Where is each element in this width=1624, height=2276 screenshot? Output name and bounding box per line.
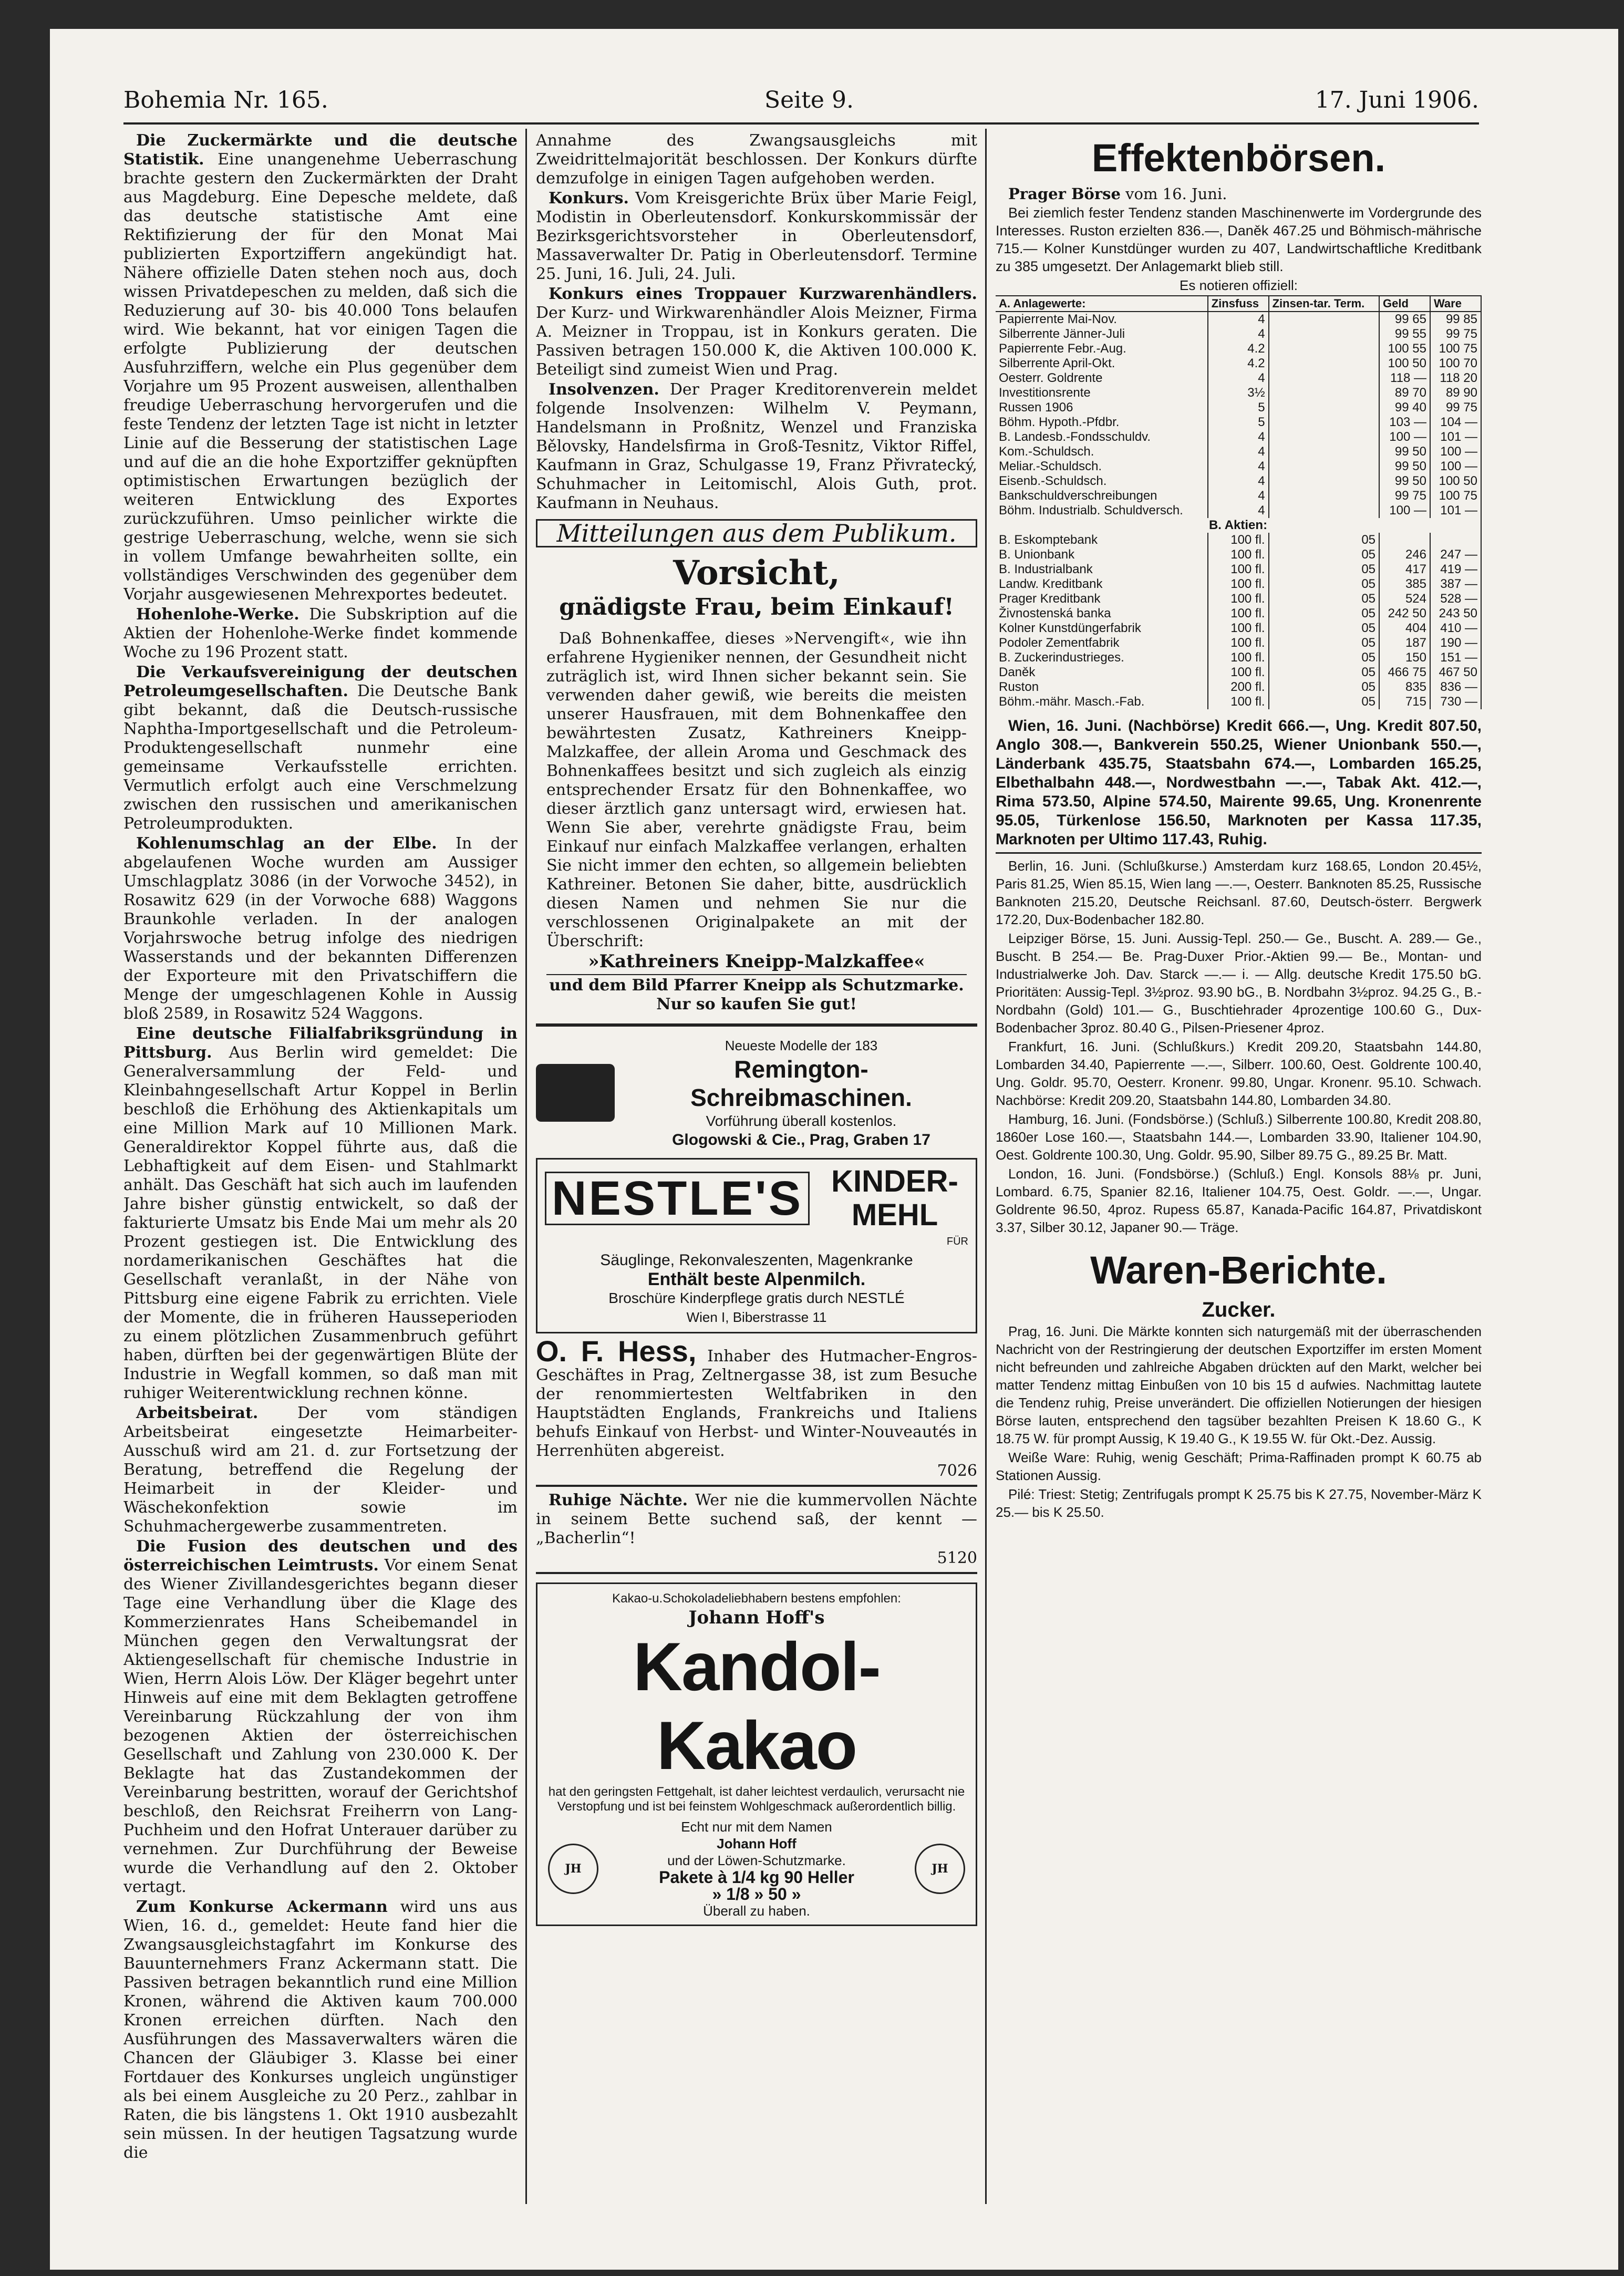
article-heading: Hohenlohe-Werke. xyxy=(136,605,299,624)
table-cell xyxy=(1269,444,1379,459)
kandol-l2: Johann Hoff xyxy=(717,1836,797,1851)
table-cell: 100 50 xyxy=(1430,474,1481,489)
table-cell: 467 50 xyxy=(1430,665,1481,680)
page-number: Seite 9. xyxy=(764,87,854,113)
article-text: In der abgelaufenen Woche wurden am Aussiger Umschlagplatz 3086 (in der Vorwoche 3452), in Rosawitz 629 (in der Vorwoche 688) Waggons Braunkohle verladen. In der analogen Vorjahrswoche betrug infolge des niedrigen Wasserstands und der bekannten Differenzen der Exporteure mit den Privatschiffern die Menge der umgeschlagenen Kohle in Aussig bloß 2589, in Rosawitz 524 Waggons. xyxy=(123,834,518,1023)
remington-line1: Neueste Modelle der 183 xyxy=(725,1038,878,1053)
table-cell: 3½ xyxy=(1208,386,1269,400)
table-cell xyxy=(1269,386,1379,400)
table-header: Zinsen-tar. Term. xyxy=(1269,296,1379,312)
bacherlin-number: 5120 xyxy=(937,1549,977,1567)
prague-exchange-head: Prager Börse xyxy=(1008,185,1121,203)
table-cell xyxy=(1269,489,1379,503)
table-row xyxy=(996,636,1481,650)
zucker-subtitle: Zucker. xyxy=(1202,1298,1276,1321)
table-cell: Meliar.-Schuldsch. xyxy=(996,459,1208,474)
ad-subtitle: gnädigste Frau, beim Einkauf! xyxy=(559,594,954,620)
nestle-brand: NESTLE'S xyxy=(545,1172,810,1225)
table-cell: 100 55 xyxy=(1379,342,1430,356)
table-cell: 417 xyxy=(1379,562,1430,577)
table-row xyxy=(996,342,1481,356)
notice-heading: Konkurs eines Troppauer Kurzwarenhändlers. xyxy=(549,285,977,303)
table-cell: Böhm. Hypoth.-Pfdbr. xyxy=(996,415,1208,430)
table-cell: 410 — xyxy=(1430,621,1481,636)
table-cell: 104 — xyxy=(1430,415,1481,430)
table-row xyxy=(996,356,1481,371)
kandol-text: hat den geringsten Fettgehalt, ist daher leichtest verdaulich, verursacht nie Verstopfung und ist bei feinstem Wohlgeschmack außerordentlich billig. xyxy=(548,1785,965,1814)
notice-text: Vom Kreisgerichte Brüx über Marie Feigl, Modistin in Oberleutensdorf. Konkurskommissär der Bezirksgerichtsvorsteher in Oberleutensdorf, Massaverwalter Dr. Patig in Oberleutensdorf. Termine 25. Juni, 16. Juli, 24. Juli. xyxy=(536,189,977,283)
table-cell: 118 — xyxy=(1379,371,1430,386)
table-row xyxy=(996,533,1481,547)
notice-heading: Insolvenzen. xyxy=(549,380,659,399)
table-cell: 99 50 xyxy=(1379,474,1430,489)
official-notice: Es notieren offiziell: xyxy=(1180,277,1298,293)
table-row xyxy=(996,489,1481,503)
kandol-l1: Echt nur mit dem Namen xyxy=(681,1819,832,1835)
table-cell: 05 xyxy=(1269,650,1379,665)
report-divider xyxy=(996,852,1482,854)
table-cell xyxy=(1269,474,1379,489)
notice xyxy=(536,189,977,284)
table-cell: 4 xyxy=(1208,430,1269,444)
table-cell xyxy=(1269,503,1379,518)
table-cell: Oesterr. Goldrente xyxy=(996,371,1208,386)
table-cell: 242 50 xyxy=(1379,606,1430,621)
column-rule-1 xyxy=(525,129,527,2204)
table-cell: 150 xyxy=(1379,650,1430,665)
wien-report: Wien, 16. Juni. (Nachbörse) Kredit 666.—, Ung. Kredit 807.50, Anglo 308.—, Bankverein 550.25, Wiener Unionbank 550.—, Länderbank 435.75, Staatsbahn 674.—, Lombarden 165.25, Elbethalbahn 448.—, Nordwestbahn —.—, Tabak Akt. 412.—, Rima 573.50, Alpine 574.50, Mairente 99.65, Ung. Kronenrente 95.05, Türkenlose 156.50, Marknoten per Kassa 117.35, Marknoten per Ultimo 117.43, Ruhig. xyxy=(996,717,1482,848)
kandol-ad xyxy=(536,1582,977,1926)
table-cell: 385 xyxy=(1379,577,1430,592)
newspaper-page xyxy=(50,29,1618,2270)
article-heading: Zum Konkurse Ackermann xyxy=(136,1898,388,1916)
remington-ad xyxy=(536,1036,977,1150)
nestle-product: KINDER-MEHL xyxy=(831,1164,958,1232)
table-cell: 99 50 xyxy=(1379,459,1430,474)
table-cell: 187 xyxy=(1379,636,1430,650)
table-cell: 243 50 xyxy=(1430,606,1481,621)
hess-name: O. F. Hess, xyxy=(536,1334,697,1368)
table-cell: 05 xyxy=(1269,533,1379,547)
table-row xyxy=(996,459,1481,474)
zucker-report: Prag, 16. Juni. Die Märkte konnten sich naturgemäß mit der überraschenden Nachricht von der Restringierung der deutschen Exportziffer im ersten Moment nicht befreunden und zahlreiche Abgaben drückten auf den Markt, welcher bei matter Tendenz mittag Einbußen von 10 bis 15 d aufwies. Nachmittag lautete die Tendenz ruhig, Preise unverändert. Die offiziellen Notierungen der hiesigen Börse lauten, entsprechend den tagsüber bezahlten Preisen K 18.60 G., K 18.75 W. für prompt Aussig, K 19.40 G., K 19.55 W. für Okt.-Dez. Aussig. xyxy=(996,1323,1482,1446)
table-cell: 4 xyxy=(1208,312,1269,327)
article-text: Die Deutsche Bank gibt bekannt, daß die Deutsch-russische Naphtha-Importgesellschaft und die Petroleum-Produktengesellschaft nunmehr eine gemeinsame Verkaufsstelle errichten. Vermutlich erfolgt auch eine Verschmelzung zwischen den russischen und amerikanischen Petroleumprodukten. xyxy=(123,682,518,833)
kandol-top: Kakao-u.Schokoladeliebhabern bestens empfohlen: xyxy=(612,1591,901,1606)
nestle-for: FÜR xyxy=(946,1236,968,1247)
table-cell xyxy=(1269,342,1379,356)
column-1 xyxy=(123,131,518,2207)
table-row xyxy=(996,400,1481,415)
table-cell: 4.2 xyxy=(1208,342,1269,356)
article-text: Aus Berlin wird gemeldet: Die Generalversammlung der Feld- und Kleinbahngesellschaft Artur Koppel in Berlin beschloß die Erhöhung des Aktienkapitals um eine Million Mark auf 10 Millionen Mark. Generaldirektor Koppel führte aus, daß die Lebhaftigkeit auf dem Eisen- und Stahlmarkt anhält. Das Geschäft hat sich auch im laufenden Jahre bisher günstig entwickelt, so daß der fakturierte Umsatz bis Ende Mai um mehr als 20 Prozent gestiegen ist. Die Entwicklung des nordamerikanischen Geschäftes hat die Gesellschaft veranlaßt, in der Nähe von Pittsburg eine eigene Fabrik zu errichten. Viele der Momente, die in früheren Hausseperioden zu einem plötzlichen Zusammenbruch geführt haben, dürften bei der gegenwärtigen Blüte der Industrie in Wegfall kommen, so daß man mit ruhiger Weiterentwicklung rechnen könne. xyxy=(123,1043,518,1402)
table-row xyxy=(996,577,1481,592)
bacherlin-text: Wer nie die kummervollen Nächte in seinem Bette suchend saß, der kennt — „Bacherlin“! xyxy=(536,1491,977,1547)
article-text: Die Subskription auf die Aktien der Hohenlohe-Werke findet kommende Woche zu 196 Prozent statt. xyxy=(123,605,518,661)
table-cell: 103 — xyxy=(1379,415,1430,430)
table-cell: 99 40 xyxy=(1379,400,1430,415)
table-cell: 99 75 xyxy=(1379,489,1430,503)
nestle-ad xyxy=(536,1158,977,1333)
table-cell xyxy=(1269,312,1379,327)
table-cell: 101 — xyxy=(1430,503,1481,518)
table-cell: 100 fl. xyxy=(1208,606,1269,621)
table-row xyxy=(996,327,1481,342)
table-cell: 100 — xyxy=(1430,444,1481,459)
prague-exchange-intro: Bei ziemlich fester Tendenz standen Maschinenwerte im Vordergrunde des Interesses. Ruston erzielten 836.—, Daněk 467.25 und Böhmisch-mährische 715.— Kolner Kunstdünger wurden zu 407, Landwirtschaftliche Kreditbank zu 385 umgesetzt. Der Anlagemarkt blieb still. xyxy=(996,205,1482,274)
table-cell: 100 fl. xyxy=(1208,562,1269,577)
table-cell: Ruston xyxy=(996,680,1208,695)
table-cell: 835 xyxy=(1379,680,1430,695)
london-report: London, 16. Juni. (Fondsbörse.) (Schluß.) Engl. Konsols 88⅛ pr. Juni, Lombard. 6.75, Spanier 82.16, Italiener 104.75, Oest. Goldr. —.—, Ungar. Goldrente 96.50, 4proz. Rupess 65.87, Kanada-Pacific 164.87, Privatdiskont 3.37, Silber 30.12, Japaner 90.— Träge. xyxy=(996,1166,1482,1235)
nestle-line3: Broschüre Kinderpflege gratis durch NESTLÉ xyxy=(608,1290,905,1306)
issue-number: Bohemia Nr. 165. xyxy=(123,87,328,113)
table-cell: Daněk xyxy=(996,665,1208,680)
table-cell: 200 fl. xyxy=(1208,680,1269,695)
article xyxy=(123,131,518,604)
pile-report: Pilé: Triest: Stetig; Zentrifugals prompt K 25.75 bis K 27.75, November-März K 25.— bis K 25.50. xyxy=(996,1486,1482,1520)
table-cell: 4 xyxy=(1208,371,1269,386)
table-cell: Silberrente April-Okt. xyxy=(996,356,1208,371)
table-row xyxy=(996,621,1481,636)
table-cell: 419 — xyxy=(1430,562,1481,577)
table-row xyxy=(996,606,1481,621)
article xyxy=(123,1025,518,1403)
table-cell xyxy=(1269,459,1379,474)
table-cell: 05 xyxy=(1269,665,1379,680)
header-rule xyxy=(123,122,1479,125)
table-header: A. Anlagewerte: xyxy=(996,296,1208,312)
table-cell xyxy=(1269,415,1379,430)
table-cell xyxy=(1269,400,1379,415)
nestle-line4: Wien I, Biberstrasse 11 xyxy=(686,1309,827,1325)
table-cell: 100 75 xyxy=(1430,342,1481,356)
table-cell: 99 50 xyxy=(1379,444,1430,459)
table-row xyxy=(996,518,1481,533)
table-cell: Silberrente Jänner-Juli xyxy=(996,327,1208,342)
table-header: Zinsfuss xyxy=(1208,296,1269,312)
table-cell: 118 20 xyxy=(1430,371,1481,386)
table-cell: 05 xyxy=(1269,562,1379,577)
table-cell: Russen 1906 xyxy=(996,400,1208,415)
ad-title: Vorsicht, xyxy=(673,553,840,593)
kathreiner-ad xyxy=(536,554,977,1014)
article-heading: Arbeitsbeirat. xyxy=(136,1404,258,1422)
table-cell: 100 — xyxy=(1430,459,1481,474)
table-cell xyxy=(1379,533,1430,547)
notice-heading: Konkurs. xyxy=(549,189,629,208)
table-cell: 100 70 xyxy=(1430,356,1481,371)
article-continuation: Annahme des Zwangsausgleichs mit Zweidrittelmajorität beschlossen. Der Konkurs dürfte demzufolge in einigen Tagen aufgehoben werden. xyxy=(536,131,977,188)
table-cell: 247 — xyxy=(1430,547,1481,562)
table-cell: B. Zuckerindustrieges. xyxy=(996,650,1208,665)
table-cell: Papierrente Febr.-Aug. xyxy=(996,342,1208,356)
ad-brand: »Kathreiners Kneipp-Malzkaffee« xyxy=(546,952,967,975)
article-text: Vor einem Senat des Wiener Zivillandesgerichtes begann dieser Tage eine Verhandlung über die Klage des Kommerzienrates Hans Scheibemandel in München gegen den Verwaltungsrat der Aktiengesellschaft für chemische Industrie in Wien, Herrn Alois Löw. Der Kläger begehrt unter Hinweis auf eine mit dem Beklagten getroffene Vereinbarung Rückzahlung der von ihm bezogenen Aktien der österreichischen Gesellschaft und Zahlung von 230.000 K. Der Beklagte hat das Zustandekommen der Vereinbarung bestritten, worauf der Gerichtshof beschloß, den Reichsrat Freiherrn von Lang-Puchheim und den Hofrat Unterauer darüber zu vernehmen. Zur Durchführung der Beweise wurde die Verhandlung auf den 2. Oktober vertagt. xyxy=(123,1556,518,1896)
page-header xyxy=(123,87,1479,123)
table-cell: Böhm. Industrialb. Schuldversch. xyxy=(996,503,1208,518)
table-cell: 528 — xyxy=(1430,592,1481,606)
table-cell xyxy=(1430,533,1481,547)
lion-logo-icon: JH xyxy=(548,1844,598,1894)
notice-text: Der Prager Kreditorenverein meldet folgende Insolvenzen: Wilhelm V. Peymann, Handelsmann in Proßnitz, Wenzel und Franziska Bělovsky, Handelsfirma in Groß-Tesnitz, Viktor Riffel, Kaufmann in Graz, Schulgasse 19, Franz Přivratecký, Schuhmacher in Leitomischl, Alois Guth, prot. Kaufmann in Neuhaus. xyxy=(536,380,977,512)
rates-table xyxy=(996,295,1482,709)
table-cell: Živnostenská banka xyxy=(996,606,1208,621)
table-cell xyxy=(1269,430,1379,444)
prague-exchange-date: vom 16. Juni. xyxy=(1125,185,1227,203)
table-cell: 100 — xyxy=(1379,503,1430,518)
article-text: Der vom ständigen Arbeitsbeirat eingesetzte Heimarbeiter-Ausschuß wird am 21. d. zur Fortsetzung der Beratung, betreffend die Regelung der Heimarbeit in der Kleider- und Wäschekonfektion sowie im Schuhmachergewerbe zusammentreten. xyxy=(123,1404,518,1536)
table-cell: 05 xyxy=(1269,592,1379,606)
table-cell: 4 xyxy=(1208,474,1269,489)
article-heading: Eine deutsche Filialfabriksgründung in Pittsburg. xyxy=(123,1025,518,1062)
table-cell: Kolner Kunstdüngerfabrik xyxy=(996,621,1208,636)
column-rule-2 xyxy=(985,129,987,2204)
waren-title: Waren-Berichte. xyxy=(1090,1248,1387,1292)
table-cell: 100 fl. xyxy=(1208,636,1269,650)
table-cell: 190 — xyxy=(1430,636,1481,650)
table-cell: Böhm.-mähr. Masch.-Fab. xyxy=(996,695,1208,709)
table-row xyxy=(996,312,1481,327)
article-heading: Die Verkaufsvereinigung der deutschen Petroleumgesellschaften. xyxy=(123,663,518,700)
table-cell: 99 65 xyxy=(1379,312,1430,327)
table-cell: 404 xyxy=(1379,621,1430,636)
article xyxy=(123,605,518,662)
table-cell: 05 xyxy=(1269,606,1379,621)
kandol-l4: Pakete à 1/4 kg 90 Heller xyxy=(659,1868,854,1887)
table-cell: Eisenb.-Schuldsch. xyxy=(996,474,1208,489)
table-cell: 89 70 xyxy=(1379,386,1430,400)
bacherlin-ad xyxy=(536,1487,977,1574)
table-cell: 99 55 xyxy=(1379,327,1430,342)
table-cell: Investitionsrente xyxy=(996,386,1208,400)
remington-line2: Vorführung überall kostenlos. xyxy=(706,1113,897,1129)
article-heading: Die Fusion des deutschen und des österreichischen Leimtrusts. xyxy=(123,1537,518,1575)
hess-ad xyxy=(536,1334,977,1487)
berlin-report: Berlin, 16. Juni. (Schlußkurse.) Amsterdam kurz 168.65, London 20.45½, Paris 81.25, Wien 85.15, Wien lang —.—, Oesterr. Banknoten 85.25, Russische Banknoten 215.20, Deutsche Reichsanl. 87.60, Deutsch-österr. Bergwerk 172.20, Dux-Bodenbacher 182.80. xyxy=(996,858,1482,927)
table-cell: B. Landesb.-Fondsschuldv. xyxy=(996,430,1208,444)
table-row xyxy=(996,592,1481,606)
table-cell: 100 50 xyxy=(1379,356,1430,371)
table-cell: 100 fl. xyxy=(1208,577,1269,592)
article-text: wird uns aus Wien, 16. d., gemeldet: Heute fand hier die Zwangsausgleichstagfahrt im Konkurse des Bauunternehmers Franz Ackermann statt. Die Passiven betragen bekanntlich rund eine Million Kronen, während die Aktiven kaum 700.000 Kronen erreichen dürften. Nach den Ausführungen des Massaverwalters wären die Chancen der Gläubiger 3. Klasse bei einer Fortdauer des Konkurses ungleich ungünstiger als bei einem Ausgleiche zu 20 Perz., zahlbar in Raten, die bis längstens 1. Okt 1910 ausbezahlt sein müssen. In der heutigen Tagsatzung wurde die xyxy=(123,1898,518,2162)
article xyxy=(123,1404,518,1536)
table-cell: 100 75 xyxy=(1430,489,1481,503)
table-cell: 5 xyxy=(1208,400,1269,415)
article-heading: Kohlenumschlag an der Elbe. xyxy=(136,834,437,853)
table-row xyxy=(996,547,1481,562)
table-cell: 99 85 xyxy=(1430,312,1481,327)
table-cell: 101 — xyxy=(1430,430,1481,444)
article-heading: Die Zuckermärkte und die deutsche Statistik. xyxy=(123,131,518,169)
table-cell: 151 — xyxy=(1430,650,1481,665)
table-cell: 99 75 xyxy=(1430,327,1481,342)
table-cell: 715 xyxy=(1379,695,1430,709)
table-row xyxy=(996,474,1481,489)
table-row xyxy=(996,371,1481,386)
table-cell xyxy=(1269,371,1379,386)
table-cell: 4 xyxy=(1208,503,1269,518)
table-cell: 387 — xyxy=(1430,577,1481,592)
article xyxy=(123,834,518,1023)
article xyxy=(123,1537,518,1897)
table-cell: 524 xyxy=(1379,592,1430,606)
table-cell: 05 xyxy=(1269,577,1379,592)
table-header: Geld xyxy=(1379,296,1430,312)
table-cell: Kom.-Schuldsch. xyxy=(996,444,1208,459)
kandol-l5: » 1/8 » 50 » xyxy=(712,1885,801,1903)
table-cell: 5 xyxy=(1208,415,1269,430)
issue-date: 17. Juni 1906. xyxy=(1315,87,1479,113)
table-row xyxy=(996,503,1481,518)
nestle-line1: Säuglinge, Rekonvaleszenten, Magenkranke xyxy=(600,1251,913,1269)
table-row xyxy=(996,444,1481,459)
table-cell: 100 — xyxy=(1379,430,1430,444)
kandol-l6: Überall zu haben. xyxy=(703,1903,810,1919)
notices xyxy=(536,189,977,513)
table-cell: 100 fl. xyxy=(1208,621,1269,636)
table-cell: 4 xyxy=(1208,444,1269,459)
hess-text: Inhaber des Hutmacher-Engros-Geschäftes in Prag, Zeltnergasse 38, ist zum Besuche der renommiertesten Weltfabriken in den Hauptstädten Englands, Frankreichs und Italiens behufs Einkauf von Herbst- und Winter-Nouveautés in Herrenhüten abgereist. xyxy=(536,1347,977,1460)
notice xyxy=(536,380,977,513)
notice-text: Der Kurz- und Wirkwarenhändler Alois Meizner, Firma A. Meizner in Troppau, ist in Konkurs geraten. Die Passiven betragen 150.000 K, die Aktiven 100.000 K. Beteiligt sind zumeist Wien und Prag. xyxy=(536,304,977,379)
ad-text: Daß Bohnenkaffee, dieses »Nervengift«, wie ihn erfahrene Hygieniker nennen, der Gesundheit nicht zuträglich ist, wird Ihnen sicher bekannt sein. Sie verwenden daher gewiß, wie bereits die meisten unserer Hausfrauen, mit dem Bohnenkaffee den bewährtesten Zusatz, Kathreiners Kneipp-Malzkaffee, der allein Aroma und Geschmack des Bohnenkaffees besitzt und sich zugleich als einzig entsprechender Ersatz für den Bohnenkaffee, wo dieser ärztlich ganz untersagt wird, erwiesen hat. Wenn Sie aber, verehrte gnädigste Frau, beim Einkauf nur einfach Malzkaffee verlangen, erhalten Sie nicht immer den echten, so allgemein beliebten Kathreiner. Betonen Sie daher, bitte, ausdrücklich diesen Namen und nehmen Sie nur die verschlossenen Originalpakete an mit der Überschrift: xyxy=(546,629,967,950)
table-cell: B. Industrialbank xyxy=(996,562,1208,577)
table-cell: B. Eskomptebank xyxy=(996,533,1208,547)
table-cell: 4 xyxy=(1208,459,1269,474)
table-cell: 730 — xyxy=(1430,695,1481,709)
weisse-ware-report: Weiße Ware: Ruhig, wenig Geschäft; Prima-Raffinaden prompt K 60.75 ab Stationen Aussig. xyxy=(996,1450,1482,1483)
hamburg-report: Hamburg, 16. Juni. (Fondsbörse.) (Schluß.) Silberrente 100.80, Kredit 208.80, 1860er Lose 160.—, Staatsbahn 144.—, Lombarden 33.90, Italiener 104.90, Oest. Goldrente 100.30, Ung. Goldr. 95.90, Silber 89.75 G., 89.25 Br. Matt. xyxy=(996,1111,1482,1163)
kandol-maker: Johann Hoff's xyxy=(688,1607,825,1628)
hess-number: 7026 xyxy=(937,1462,977,1480)
ad-footer: und dem Bild Pfarrer Kneipp als Schutzmarke. Nur so kaufen Sie gut! xyxy=(549,976,964,1013)
column-3 xyxy=(996,131,1482,2207)
table-cell: 100 fl. xyxy=(1208,665,1269,680)
column-2 xyxy=(536,131,977,2207)
table-row xyxy=(996,680,1481,695)
notice xyxy=(536,285,977,379)
table-cell: 05 xyxy=(1269,621,1379,636)
table-cell xyxy=(1269,356,1379,371)
table-cell: 466 75 xyxy=(1379,665,1430,680)
table-cell: Bankschuldverschreibungen xyxy=(996,489,1208,503)
table-row xyxy=(996,650,1481,665)
table-header: Ware xyxy=(1430,296,1481,312)
ad-divider xyxy=(536,1023,977,1027)
table-row xyxy=(996,415,1481,430)
effektenboersen-title: Effektenbörsen. xyxy=(1091,136,1386,180)
remington-title: Remington-Schreibmaschinen. xyxy=(690,1056,912,1111)
table-cell: 4 xyxy=(1208,489,1269,503)
table-cell: 836 — xyxy=(1430,680,1481,695)
article-text: Eine unangenehme Ueberraschung brachte gestern den Zuckermärkten der Draht aus Magdeburg. Eine Depesche meldete, daß das deutsche statistische Amt eine Rektifizierung der für den Monat Mai publizierten Exportziffern angekündigt hat. Nähere offizielle Daten stehen noch aus, doch wissen Privatdepeschen zu melden, daß sich die Reduzierung auf 30- bis 40.000 Tons belaufen wird. Wie bekannt, hat vor einigen Tagen die erfolgte Publizierung der deutschen Ausfuhrziffern, welche ein Plus gegenüber dem Vorjahre um 95 Prozent ausweisen, allenthalben freudige Ueberraschung hervorgerufen und die feste Tendenz der letzten Tage ist nicht in letzter Linie auf die Besserung der statistischen Lage und auf die an die hohe Exportziffer geknüpften optimistischen Erwartungen bezüglich der weiteren Entwicklung des Exportes zurückzuführen. Umso peinlicher wirkte die gestrige Ueberraschung, welche, wenn sie sich in vollem Umfange bewahrheiten sollte, ein vollständiges Verschwinden des gegenüber dem Vorjahr ausgewiesenen Mehrexportes bedeutet. xyxy=(123,150,518,604)
table-row xyxy=(996,695,1481,709)
table-row xyxy=(996,430,1481,444)
table-cell: 246 xyxy=(1379,547,1430,562)
section-banner: Mitteilungen aus dem Publikum. xyxy=(536,519,977,547)
kandol-l3: und der Löwen-Schutzmarke. xyxy=(667,1853,846,1868)
table-cell: 100 fl. xyxy=(1208,695,1269,709)
table-cell xyxy=(1269,327,1379,342)
remington-line3: Glogowski & Cie., Prag, Graben 17 xyxy=(672,1131,930,1149)
table-cell: 100 fl. xyxy=(1208,533,1269,547)
kandol-brand: Kandol-Kakao xyxy=(633,1628,880,1784)
table-cell: 4 xyxy=(1208,327,1269,342)
table-cell: 100 fl. xyxy=(1208,547,1269,562)
table-cell: 05 xyxy=(1269,636,1379,650)
table-row xyxy=(996,386,1481,400)
table-subheader: B. Aktien: xyxy=(996,518,1481,533)
table-cell: Landw. Kreditbank xyxy=(996,577,1208,592)
bacherlin-head: Ruhige Nächte. xyxy=(549,1491,688,1509)
article xyxy=(123,1898,518,2163)
table-cell: Prager Kreditbank xyxy=(996,592,1208,606)
table-cell: Papierrente Mai-Nov. xyxy=(996,312,1208,327)
table-cell: B. Unionbank xyxy=(996,547,1208,562)
table-cell: 4.2 xyxy=(1208,356,1269,371)
typewriter-icon xyxy=(536,1064,615,1122)
table-cell: 05 xyxy=(1269,547,1379,562)
table-cell: 89 90 xyxy=(1430,386,1481,400)
table-cell: 05 xyxy=(1269,680,1379,695)
table-cell: Podoler Zementfabrik xyxy=(996,636,1208,650)
frankfurt-report: Frankfurt, 16. Juni. (Schlußkurs.) Kredit 209.20, Staatsbahn 144.80, Lombarden 34.40, Papierrente —.—, Silberr. 100.60, Oest. Goldrente 100.40, Ung. Goldr. 95.70, Oesterr. Kronenr. 99.80, Ungar. Kronenr. 95.10. Schwach. Nachbörse: Kredit 209.20, Staatsbahn 144.80, Lombarden 34.80. xyxy=(996,1039,1482,1108)
table-row xyxy=(996,665,1481,680)
table-cell: 05 xyxy=(1269,695,1379,709)
article xyxy=(123,663,518,833)
table-cell: 99 75 xyxy=(1430,400,1481,415)
table-cell: 100 fl. xyxy=(1208,650,1269,665)
table-row xyxy=(996,562,1481,577)
leipzig-report: Leipziger Börse, 15. Juni. Aussig-Tepl. 250.— Ge., Buscht. A. 289.— Ge., Buscht. B 254.— Be. Prag-Duxer Prior.-Aktien 99.— Be., Montan- und Industrialwerke Joh. Dav. Starck —.— i. — Allg. deutsche Kredit 175.50 bG. Prioritäten: Aussig-Tepl. 3½proz. 93.90 bG., B. Nordbahn 3½proz. 94.25 G., B.-Nordbahn (Gold) 101.— G., Buschtiehrader 4prozentige 100.60 G., Dux-Bodenbacher 3proz. 80.40 G., Pilsen-Priesener 4proz. xyxy=(996,930,1482,1036)
table-cell: 100 fl. xyxy=(1208,592,1269,606)
lion-logo-icon: JH xyxy=(915,1844,965,1894)
nestle-line2: Enthält beste Alpenmilch. xyxy=(647,1269,866,1289)
